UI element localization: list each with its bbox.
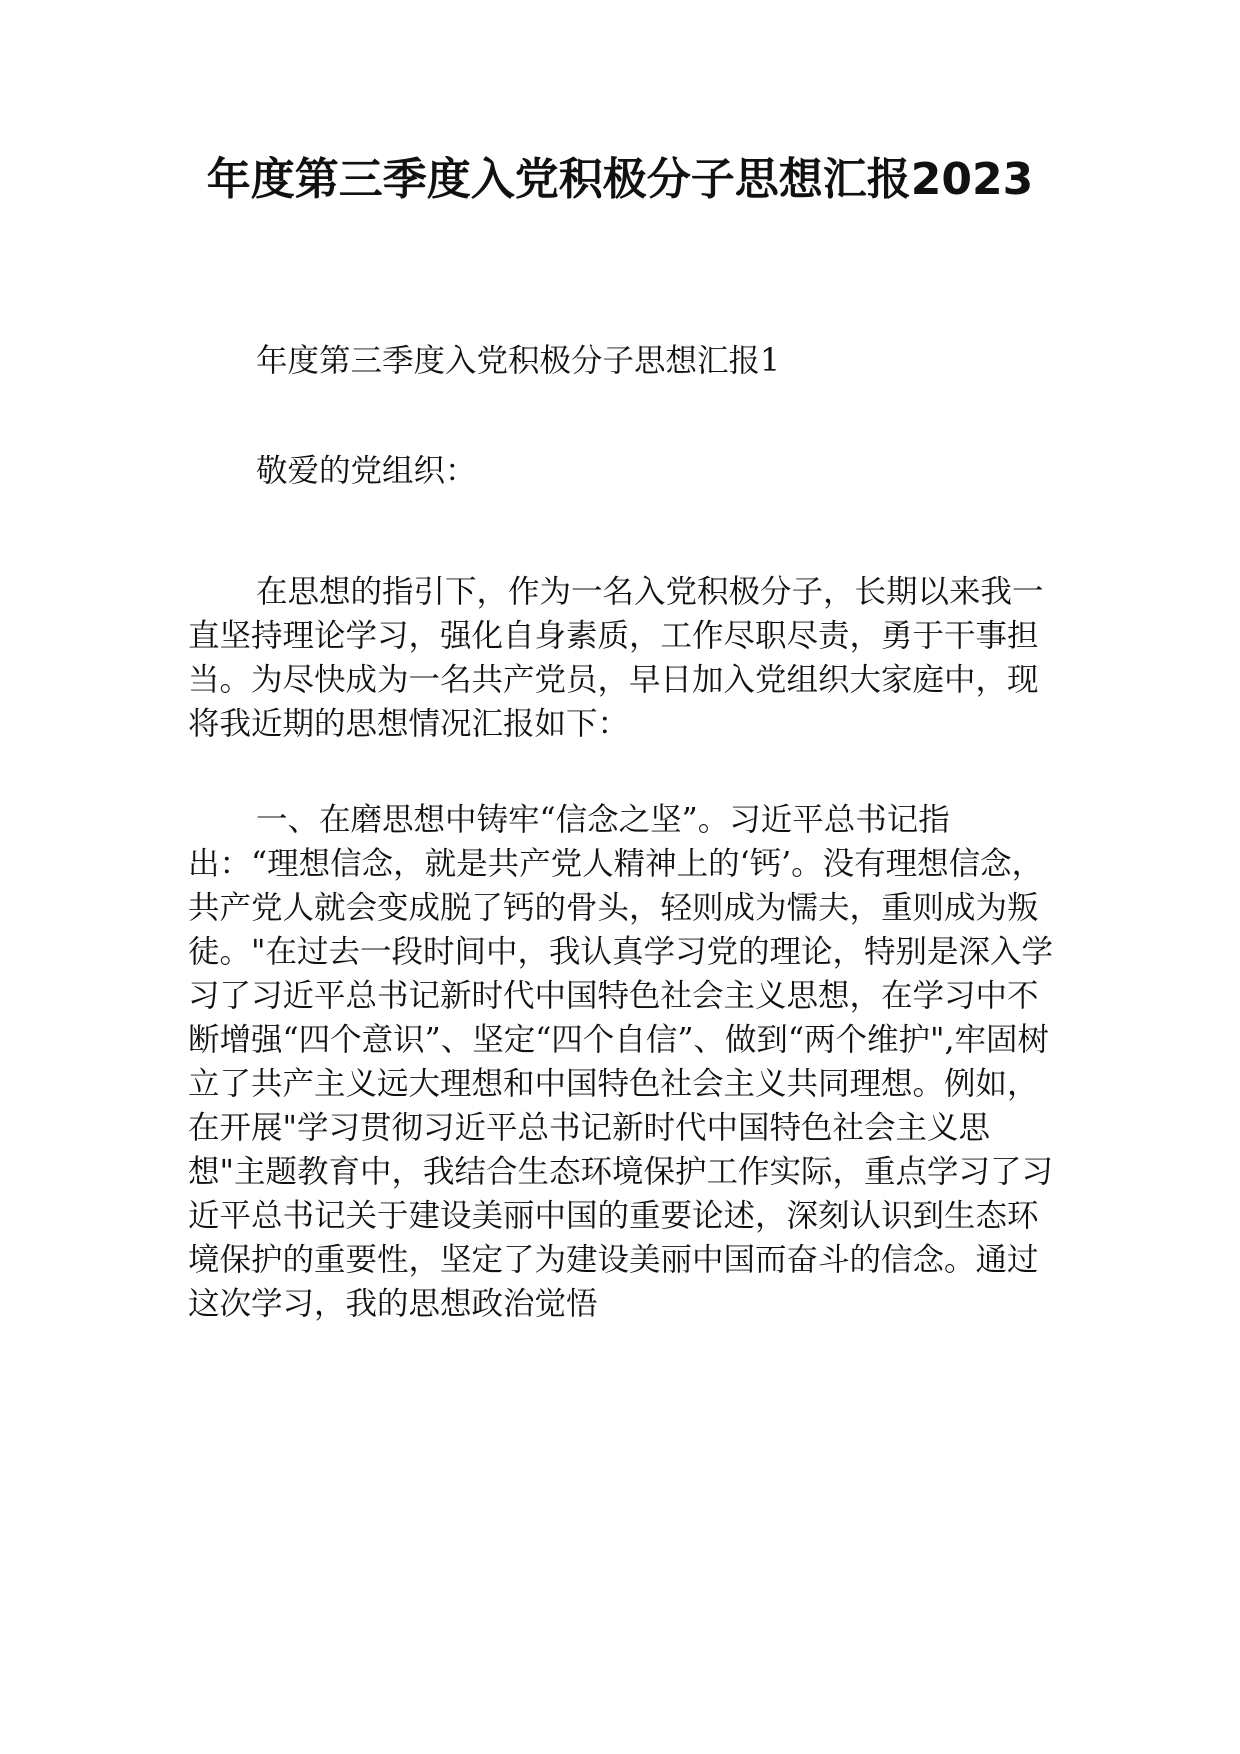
intro-paragraph: 在思想的指引下，作为一名入党积极分子，长期以来我一直坚持理论学习，强化自身素质，工作尽职尽责，勇于干事担当。为尽快成为一名共产党员，早日加入党组织大家庭中，现将我近期的思想情况汇报如下： [188,574,1044,742]
section-one-paragraph: 一、在磨思想中铸牢“信念之坚”。习近平总书记指出：“理想信念，就是共产党人精神上的‘钙’。没有理想信念，共产党人就会变成脱了钙的骨头，轻则成为懦夫，重则成为叛徒。"在过去一段时间中，我认真学习党的理论，特别是深入学习了习近平总书记新时代中国特色社会主义思想，在学习中不断增强“四个意识”、坚定“四个自信”、做到“两个维护",牢固树立了共产主义远大理想和中国特色社会主义共同理想。例如，在开展"学习贯彻习近平总书记新时代中国特色社会主义思想"主题教育中，我结合生态环境保护工作实际，重点学习了习近平总书记关于建设美丽中国的重要论述，深刻认识到生态环境保护的重要性，坚定了为建设美丽中国而奋斗的信念。通过这次学习，我的思想政治觉悟 [188,802,1053,1322]
salutation: 敬爱的党组织： [256,453,477,489]
report-heading: 年度第三季度入党积极分子思想汇报1 [256,343,781,379]
document-title: 年度第三季度入党积极分子思想汇报2023 [206,154,1034,205]
